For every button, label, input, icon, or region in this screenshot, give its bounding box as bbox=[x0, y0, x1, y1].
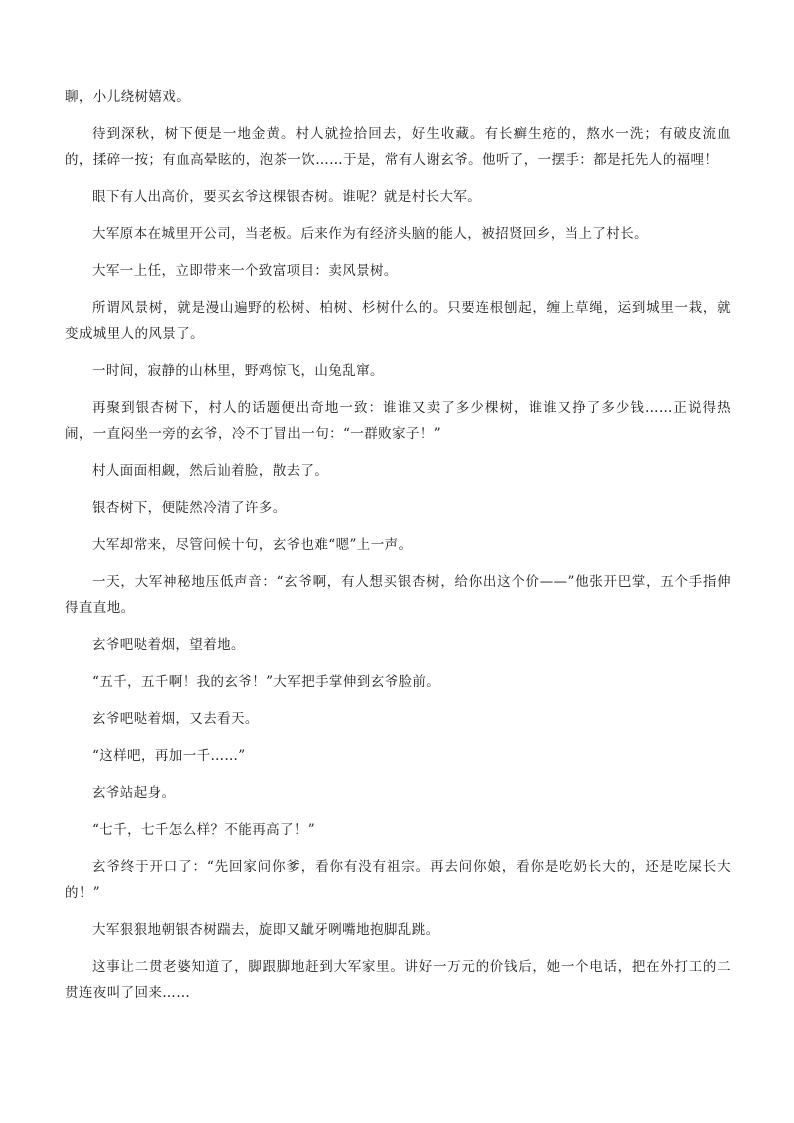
paragraph: 一时间，寂静的山林里，野鸡惊飞，山兔乱窜。 bbox=[92, 363, 384, 379]
paragraph: 大军原本在城里开公司，当老板。后来作为有经济头脑的能人，被招贤回乡，当上了村长。 bbox=[92, 226, 648, 242]
paragraph: “七千，七千怎么样？不能再高了！” bbox=[92, 822, 316, 838]
paragraph: 玄爷终于开口了：“先回家问你爹，看你有没有祖宗。再去问你娘，看你是吃奶长大的，还是吃屎长大的！” bbox=[65, 859, 731, 901]
paragraph: 玄爷吧哒着烟，望着地。 bbox=[92, 637, 245, 653]
paragraph: 村人面面相觑，然后讪着脸，散去了。 bbox=[92, 463, 329, 479]
paragraph: 待到深秋，树下便是一地金黄。村人就捡拾回去，好生收藏。有长癣生疮的，熬水一洗；有破皮流血的，揉碎一按；有血高晕眩的，泡茶一饮……于是，常有人谢玄爷。他听了，一摆手：都是托先人的福哩！ bbox=[65, 126, 731, 168]
paragraph: 银杏树下，便陡然冷清了许多。 bbox=[92, 500, 287, 516]
paragraph: “五千，五千啊！我的玄爷！”大军把手掌伸到玄爷脸前。 bbox=[92, 674, 441, 690]
paragraph: 眼下有人出高价，要买玄爷这棵银杏树。谁呢？就是村长大军。 bbox=[92, 189, 482, 205]
paragraph: 所谓风景树，就是漫山遍野的松树、柏树、杉树什么的。只要连根刨起，缠上草绳，运到城里一栽，就变成城里人的风景了。 bbox=[65, 300, 731, 342]
paragraph: 再聚到银杏树下，村人的话题便出奇地一致：谁谁又卖了多少棵树，谁谁又挣了多少钱……正说得热闹，一直闷坐一旁的玄爷，冷不丁冒出一句：“一群败家子！” bbox=[65, 400, 731, 442]
paragraph: 聊，小儿绕树嬉戏。 bbox=[65, 89, 191, 105]
paragraph: 玄爷吧哒着烟，又去看天。 bbox=[92, 711, 259, 727]
paragraph: 一天，大军神秘地压低声音：“玄爷啊，有人想买银杏树，给你出这个价——”他张开巴掌，五个手指伸得直直地。 bbox=[65, 574, 731, 616]
paragraph: 这事让二贯老婆知道了，脚跟脚地赶到大军家里。讲好一万元的价钱后，她一个电话，把在外打工的二贯连夜叫了回来…… bbox=[65, 959, 731, 1001]
paragraph: 大军却常来，尽管问候十句，玄爷也难“嗯”上一声。 bbox=[92, 537, 413, 553]
paragraph: “这样吧，再加一千……” bbox=[92, 748, 246, 764]
paragraph: 大军一上任，立即带来一个致富项目：卖风景树。 bbox=[92, 263, 398, 279]
paragraph: 大军狠狠地朝银杏树踹去，旋即又龇牙咧嘴地抱脚乱跳。 bbox=[92, 922, 440, 938]
story-text bbox=[65, 84, 731, 1017]
paragraph: 玄爷站起身。 bbox=[92, 785, 176, 801]
